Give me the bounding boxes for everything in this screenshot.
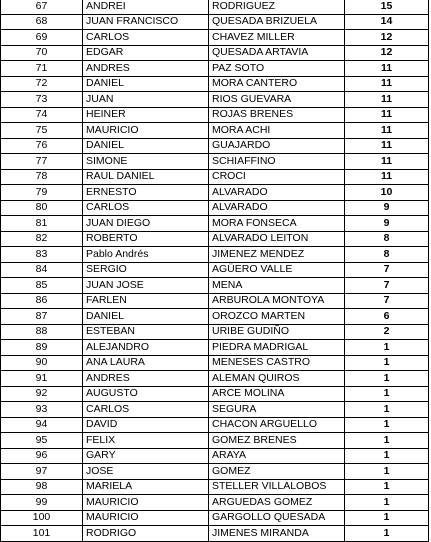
first-name-cell: ESTEBAN — [83, 324, 209, 340]
table-row — [1, 464, 429, 480]
first-name-cell: ALEJANDRO — [83, 340, 209, 356]
last-name-cell: OROZCO MARTEN — [209, 309, 345, 325]
table-row — [1, 154, 429, 170]
last-name-cell: JIMENEZ MENDEZ — [209, 247, 345, 263]
row-number-cell: 68 — [1, 14, 83, 30]
table-row — [1, 30, 429, 46]
first-name-cell: SERGIO — [83, 262, 209, 278]
first-name-cell: Pablo Andrés — [83, 247, 209, 263]
score-cell: 1 — [345, 433, 429, 449]
table-row — [1, 293, 429, 309]
table-row — [1, 123, 429, 139]
first-name-cell: DANIEL — [83, 309, 209, 325]
first-name-cell: ANA LAURA — [83, 355, 209, 371]
last-name-cell: JIMENES MIRANDA — [209, 526, 345, 542]
last-name-cell: RODRIGUEZ — [209, 0, 345, 14]
score-cell: 1 — [345, 402, 429, 418]
last-name-cell: STELLER VILLALOBOS — [209, 479, 345, 495]
last-name-cell: ALVARADO — [209, 200, 345, 216]
score-cell: 1 — [345, 386, 429, 402]
table-row — [1, 200, 429, 216]
table-row — [1, 169, 429, 185]
table-row — [1, 510, 429, 526]
score-cell: 1 — [345, 510, 429, 526]
row-number-cell: 80 — [1, 200, 83, 216]
row-number-cell: 99 — [1, 495, 83, 511]
last-name-cell: QUESADA ARTAVIA — [209, 45, 345, 61]
table-row — [1, 278, 429, 294]
row-number-cell: 71 — [1, 61, 83, 77]
first-name-cell: CARLOS — [83, 30, 209, 46]
first-name-cell: ANDRES — [83, 371, 209, 387]
table-row — [1, 138, 429, 154]
row-number-cell: 94 — [1, 417, 83, 433]
first-name-cell: FARLEN — [83, 293, 209, 309]
table-row — [1, 0, 429, 14]
score-cell: 9 — [345, 200, 429, 216]
score-cell: 1 — [345, 417, 429, 433]
first-name-cell: DANIEL — [83, 76, 209, 92]
table-row — [1, 355, 429, 371]
row-number-cell: 69 — [1, 30, 83, 46]
row-number-cell: 73 — [1, 92, 83, 108]
score-cell: 7 — [345, 293, 429, 309]
table-row — [1, 61, 429, 77]
row-number-cell: 101 — [1, 526, 83, 542]
last-name-cell: QUESADA BRIZUELA — [209, 14, 345, 30]
row-number-cell: 100 — [1, 510, 83, 526]
last-name-cell: ARCE MOLINA — [209, 386, 345, 402]
last-name-cell: GOMEZ BRENES — [209, 433, 345, 449]
ranking-table-body — [1, 0, 429, 541]
last-name-cell: CHAVEZ MILLER — [209, 30, 345, 46]
first-name-cell: ANDRES — [83, 61, 209, 77]
score-cell: 11 — [345, 154, 429, 170]
table-row — [1, 107, 429, 123]
table-row — [1, 386, 429, 402]
table-row — [1, 216, 429, 232]
first-name-cell: JUAN JOSE — [83, 278, 209, 294]
row-number-cell: 98 — [1, 479, 83, 495]
last-name-cell: AGÜERO VALLE — [209, 262, 345, 278]
last-name-cell: ROJAS BRENES — [209, 107, 345, 123]
last-name-cell: ARBUROLA MONTOYA — [209, 293, 345, 309]
table-row — [1, 340, 429, 356]
first-name-cell: DANIEL — [83, 138, 209, 154]
last-name-cell: MORA FONSECA — [209, 216, 345, 232]
table-row — [1, 402, 429, 418]
first-name-cell: EDGAR — [83, 45, 209, 61]
table-row — [1, 14, 429, 30]
score-cell: 12 — [345, 30, 429, 46]
first-name-cell: CARLOS — [83, 402, 209, 418]
first-name-cell: MARIELA — [83, 479, 209, 495]
row-number-cell: 76 — [1, 138, 83, 154]
last-name-cell: GOMEZ — [209, 464, 345, 480]
score-cell: 1 — [345, 371, 429, 387]
score-cell: 2 — [345, 324, 429, 340]
score-cell: 1 — [345, 479, 429, 495]
first-name-cell: AUGUSTO — [83, 386, 209, 402]
table-row — [1, 324, 429, 340]
first-name-cell: GARY — [83, 448, 209, 464]
score-cell: 11 — [345, 123, 429, 139]
first-name-cell: JOSE — [83, 464, 209, 480]
last-name-cell: ALVARADO — [209, 185, 345, 201]
row-number-cell: 91 — [1, 371, 83, 387]
table-row — [1, 526, 429, 542]
score-cell: 11 — [345, 76, 429, 92]
row-number-cell: 78 — [1, 169, 83, 185]
score-cell: 1 — [345, 448, 429, 464]
table-row — [1, 92, 429, 108]
first-name-cell: MAURICIO — [83, 495, 209, 511]
row-number-cell: 92 — [1, 386, 83, 402]
row-number-cell: 70 — [1, 45, 83, 61]
score-cell: 8 — [345, 247, 429, 263]
first-name-cell: SIMONE — [83, 154, 209, 170]
last-name-cell: CHACON ARGUELLO — [209, 417, 345, 433]
row-number-cell: 67 — [1, 0, 83, 14]
table-row — [1, 231, 429, 247]
first-name-cell: MAURICIO — [83, 123, 209, 139]
row-number-cell: 87 — [1, 309, 83, 325]
table-row — [1, 309, 429, 325]
row-number-cell: 74 — [1, 107, 83, 123]
row-number-cell: 96 — [1, 448, 83, 464]
last-name-cell: ARGUEDAS GOMEZ — [209, 495, 345, 511]
last-name-cell: GUAJARDO — [209, 138, 345, 154]
score-cell: 9 — [345, 216, 429, 232]
last-name-cell: MENA — [209, 278, 345, 294]
last-name-cell: PAZ SOTO — [209, 61, 345, 77]
row-number-cell: 93 — [1, 402, 83, 418]
first-name-cell: FELIX — [83, 433, 209, 449]
score-cell: 1 — [345, 340, 429, 356]
score-cell: 11 — [345, 92, 429, 108]
first-name-cell: CARLOS — [83, 200, 209, 216]
table-row — [1, 448, 429, 464]
first-name-cell: RODRIGO — [83, 526, 209, 542]
table-row — [1, 417, 429, 433]
row-number-cell: 77 — [1, 154, 83, 170]
score-cell: 10 — [345, 185, 429, 201]
row-number-cell: 97 — [1, 464, 83, 480]
score-cell: 14 — [345, 14, 429, 30]
table-row — [1, 262, 429, 278]
first-name-cell: RAUL DANIEL — [83, 169, 209, 185]
row-number-cell: 90 — [1, 355, 83, 371]
score-cell: 7 — [345, 278, 429, 294]
table-row — [1, 45, 429, 61]
last-name-cell: RIOS GUEVARA — [209, 92, 345, 108]
last-name-cell: URIBE GUDIÑO — [209, 324, 345, 340]
table-row — [1, 247, 429, 263]
score-cell: 7 — [345, 262, 429, 278]
score-cell: 1 — [345, 355, 429, 371]
score-cell: 11 — [345, 107, 429, 123]
last-name-cell: MORA ACHI — [209, 123, 345, 139]
score-cell: 15 — [345, 0, 429, 14]
first-name-cell: ROBERTO — [83, 231, 209, 247]
table-row — [1, 433, 429, 449]
last-name-cell: ALVARADO LEITON — [209, 231, 345, 247]
table-row — [1, 371, 429, 387]
last-name-cell: MENESES CASTRO — [209, 355, 345, 371]
first-name-cell: ANDREI — [83, 0, 209, 14]
row-number-cell: 86 — [1, 293, 83, 309]
row-number-cell: 72 — [1, 76, 83, 92]
row-number-cell: 81 — [1, 216, 83, 232]
last-name-cell: GARGOLLO QUESADA — [209, 510, 345, 526]
row-number-cell: 82 — [1, 231, 83, 247]
score-cell: 11 — [345, 169, 429, 185]
table-row — [1, 185, 429, 201]
row-number-cell: 89 — [1, 340, 83, 356]
score-cell: 11 — [345, 138, 429, 154]
score-cell: 1 — [345, 464, 429, 480]
row-number-cell: 88 — [1, 324, 83, 340]
row-number-cell: 95 — [1, 433, 83, 449]
last-name-cell: PIEDRA MADRIGAL — [209, 340, 345, 356]
last-name-cell: SEGURA — [209, 402, 345, 418]
last-name-cell: ARAYA — [209, 448, 345, 464]
first-name-cell: JUAN FRANCISCO — [83, 14, 209, 30]
first-name-cell: HEINER — [83, 107, 209, 123]
last-name-cell: MORA CANTERO — [209, 76, 345, 92]
last-name-cell: ALEMAN QUIROS — [209, 371, 345, 387]
row-number-cell: 79 — [1, 185, 83, 201]
row-number-cell: 85 — [1, 278, 83, 294]
first-name-cell: MAURICIO — [83, 510, 209, 526]
table-row — [1, 76, 429, 92]
table-row — [1, 479, 429, 495]
last-name-cell: CROCI — [209, 169, 345, 185]
score-cell: 6 — [345, 309, 429, 325]
row-number-cell: 75 — [1, 123, 83, 139]
row-number-cell: 84 — [1, 262, 83, 278]
score-cell: 1 — [345, 495, 429, 511]
table-row — [1, 495, 429, 511]
score-cell: 8 — [345, 231, 429, 247]
score-cell: 12 — [345, 45, 429, 61]
first-name-cell: ERNESTO — [83, 185, 209, 201]
row-number-cell: 83 — [1, 247, 83, 263]
first-name-cell: JUAN — [83, 92, 209, 108]
first-name-cell: DAVID — [83, 417, 209, 433]
last-name-cell: SCHIAFFINO — [209, 154, 345, 170]
score-cell: 11 — [345, 61, 429, 77]
first-name-cell: JUAN DIEGO — [83, 216, 209, 232]
score-cell: 1 — [345, 526, 429, 542]
